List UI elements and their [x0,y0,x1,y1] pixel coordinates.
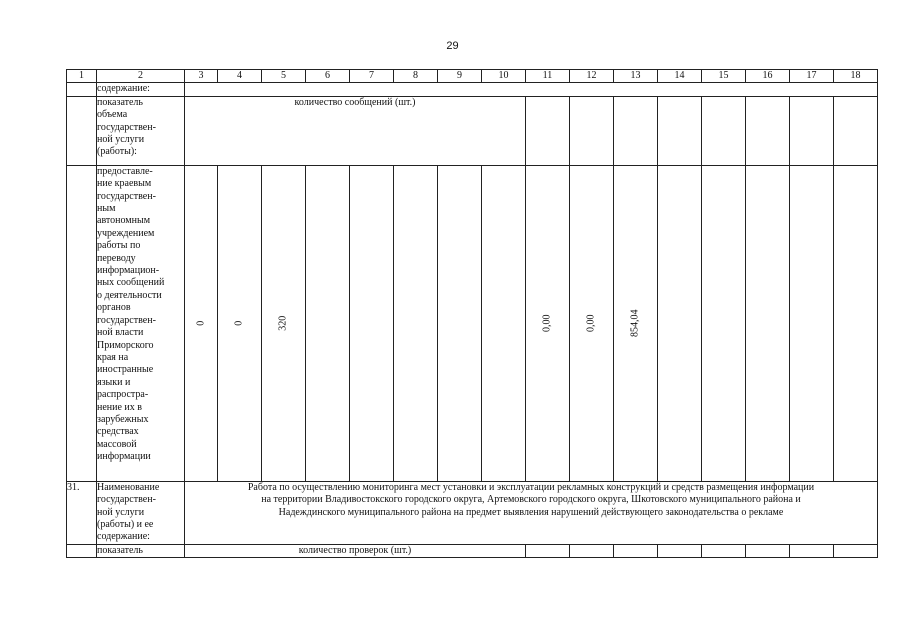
value-col-5: 320 [277,315,289,331]
row-number-31: 31. [67,481,97,544]
col-header-1: 1 [67,70,97,83]
table-row-indicator [67,96,878,165]
col-header-13: 13 [614,70,658,83]
row31-label: Наименование государствен- ной услуги (работы) и ее содержание: [97,481,185,544]
col-header-14: 14 [658,70,702,83]
col-header-8: 8 [394,70,438,83]
col-header-7: 7 [350,70,394,83]
table-row-31 [67,481,878,544]
value-col-13: 854,04 [629,309,641,338]
col-header-5: 5 [262,70,306,83]
document-table [66,69,878,558]
col-header-6: 6 [306,70,350,83]
indicator-unit: количество сообщений (шт.) [185,96,526,165]
table-row-service [67,165,878,481]
indicator-label: показатель объема государствен- ной услуги (работы): [97,96,185,165]
col-header-17: 17 [790,70,834,83]
col-header-11: 11 [526,70,570,83]
col-header-4: 4 [218,70,262,83]
col-header-12: 12 [570,70,614,83]
col-header-10: 10 [482,70,526,83]
col-header-9: 9 [438,70,482,83]
table-row-content [67,83,878,96]
col-header-2: 2 [97,70,185,83]
table-row-last [67,544,878,557]
value-col-12: 0,00 [585,314,597,333]
row31-work-description: Работа по осуществлению мониторинга мест установки и эксплуатации рекламных конструкций и средств размещения информации на территории Владивостокского городского округа, Артемовского городского округа, Шкотовского муниципального района и Надеждинского муниципального района на предмет выявления нарушений действующего законодательства о рекламе [185,481,878,544]
service-description: предоставле- ние краевым государствен- ным автономным учреждением работы по переводу информацион- ных сообщений о деятельности органов государствен- ной власти Приморского края на иностранные языки и распростра- нение их в зарубежных средствах массовой информации [97,165,185,481]
value-col-3: 0 [194,320,206,326]
value-col-11: 0,00 [541,314,553,333]
col-header-16: 16 [746,70,790,83]
value-col-4: 0 [233,320,245,326]
last-indicator-unit: количество проверок (шт.) [185,544,526,557]
col-header-3: 3 [185,70,218,83]
col-header-15: 15 [702,70,746,83]
last-indicator-label: показатель [97,544,185,557]
page-number: 29 [446,40,459,52]
content-label: содержание: [97,83,185,96]
header-row [67,70,878,83]
col-header-18: 18 [834,70,878,83]
